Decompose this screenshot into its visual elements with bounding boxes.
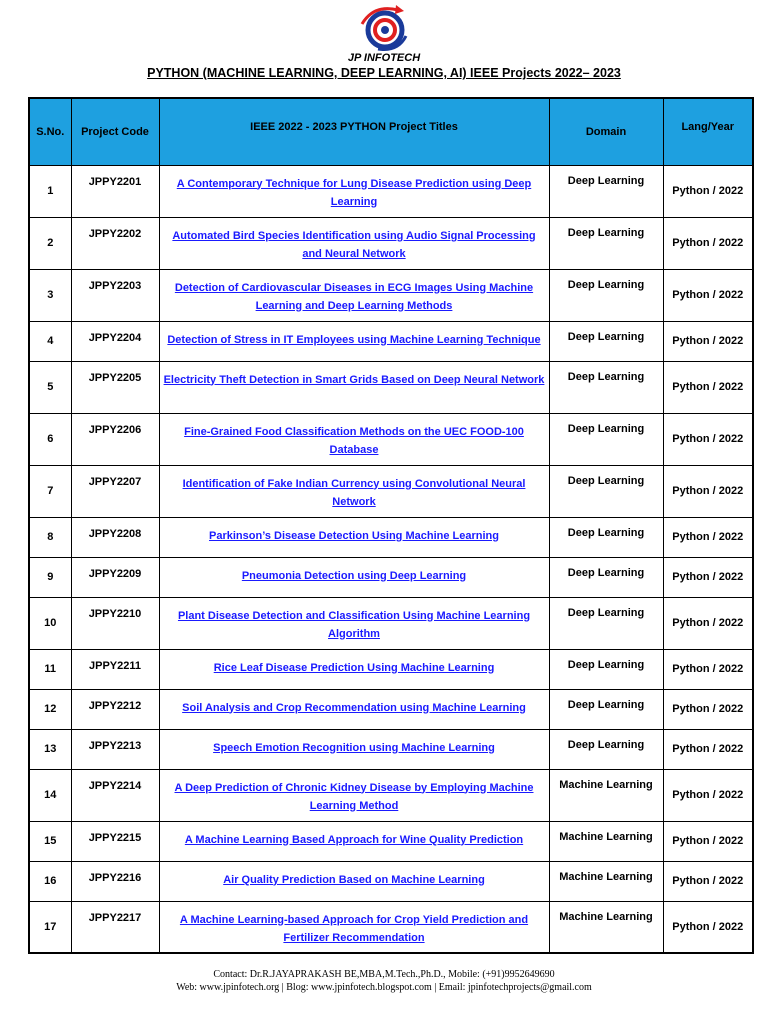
row-project-code: JPPY2215: [71, 821, 159, 861]
row-title-cell: [159, 769, 549, 821]
table-row: [29, 729, 753, 769]
header-lang-year: Lang/Year: [663, 98, 753, 165]
row-title-cell: [159, 321, 549, 361]
row-sno: 2: [29, 217, 71, 269]
header-domain: Domain: [549, 98, 663, 165]
row-title-cell: [159, 465, 549, 517]
row-title-cell: [159, 901, 549, 953]
row-project-code: JPPY2210: [71, 597, 159, 649]
table-row: [29, 321, 753, 361]
row-lang-year: Python / 2022: [663, 689, 753, 729]
row-project-title[interactable]: Fine-Grained Food Classification Methods on the UEC FOOD-100 Database: [184, 425, 524, 456]
row-sno: 17: [29, 901, 71, 953]
row-sno: 3: [29, 269, 71, 321]
row-domain: Deep Learning: [549, 269, 663, 321]
row-project-code: JPPY2212: [71, 689, 159, 729]
row-project-code: JPPY2206: [71, 413, 159, 465]
row-project-code: JPPY2207: [71, 465, 159, 517]
row-project-title[interactable]: A Machine Learning-based Approach for Crop Yield Prediction and Fertilizer Recommendation: [179, 913, 529, 944]
footer: [0, 968, 768, 994]
table-row: [29, 165, 753, 217]
row-sno: 10: [29, 597, 71, 649]
row-domain: Deep Learning: [549, 689, 663, 729]
footer-links: Web: www.jpinfotech.org | Blog: www.jpinfotech.blogspot.com | Email: jpinfotechprojects@gmail.com: [176, 982, 592, 993]
row-project-code: JPPY2203: [71, 269, 159, 321]
row-title-cell: [159, 517, 549, 557]
header-project-code: Project Code: [71, 98, 159, 165]
row-project-code: JPPY2213: [71, 729, 159, 769]
table-row: [29, 465, 753, 517]
footer-contact: Contact: Dr.R.JAYAPRAKASH BE,MBA,M.Tech.,Ph.D., Mobile: (+91)9952649690: [213, 969, 555, 980]
row-title-cell: [159, 557, 549, 597]
row-domain: Deep Learning: [549, 557, 663, 597]
row-lang-year: Python / 2022: [663, 901, 753, 953]
row-lang-year: Python / 2022: [663, 413, 753, 465]
row-domain: Deep Learning: [549, 597, 663, 649]
row-lang-year: Python / 2022: [663, 217, 753, 269]
row-project-title[interactable]: A Machine Learning Based Approach for Wine Quality Prediction: [184, 833, 524, 846]
row-domain: Deep Learning: [549, 413, 663, 465]
row-project-title[interactable]: Soil Analysis and Crop Recommendation using Machine Learning: [182, 701, 526, 714]
row-domain: Machine Learning: [549, 901, 663, 953]
page-title: PYTHON (MACHINE LEARNING, DEEP LEARNING, AI) IEEE Projects 2022– 2023: [147, 66, 621, 80]
row-lang-year: Python / 2022: [663, 729, 753, 769]
row-title-cell: [159, 361, 549, 413]
row-sno: 4: [29, 321, 71, 361]
row-sno: 16: [29, 861, 71, 901]
row-domain: Deep Learning: [549, 217, 663, 269]
jp-infotech-logo-icon: [354, 2, 414, 54]
row-domain: Deep Learning: [549, 361, 663, 413]
row-domain: Deep Learning: [549, 517, 663, 557]
row-domain: Machine Learning: [549, 769, 663, 821]
row-project-code: JPPY2208: [71, 517, 159, 557]
table-row: [29, 269, 753, 321]
row-project-code: JPPY2209: [71, 557, 159, 597]
table-row: [29, 689, 753, 729]
row-domain: Deep Learning: [549, 165, 663, 217]
row-title-cell: [159, 269, 549, 321]
row-title-cell: [159, 165, 549, 217]
row-title-cell: [159, 729, 549, 769]
table-header-row: [29, 98, 753, 165]
row-project-title[interactable]: Rice Leaf Disease Prediction Using Machine Learning: [213, 661, 495, 674]
row-title-cell: [159, 217, 549, 269]
row-title-cell: [159, 649, 549, 689]
row-sno: 13: [29, 729, 71, 769]
row-lang-year: Python / 2022: [663, 649, 753, 689]
row-title-cell: [159, 821, 549, 861]
row-sno: 14: [29, 769, 71, 821]
row-project-title[interactable]: Detection of Stress in IT Employees using Machine Learning Technique: [167, 333, 541, 346]
header-project-titles: IEEE 2022 - 2023 PYTHON Project Titles: [159, 98, 549, 165]
row-title-cell: [159, 861, 549, 901]
row-sno: 7: [29, 465, 71, 517]
brand-name: JP INFOTECH: [347, 52, 421, 64]
row-project-code: JPPY2216: [71, 861, 159, 901]
row-domain: Machine Learning: [549, 861, 663, 901]
row-title-cell: [159, 597, 549, 649]
row-sno: 6: [29, 413, 71, 465]
row-project-code: JPPY2217: [71, 901, 159, 953]
row-project-title[interactable]: A Deep Prediction of Chronic Kidney Disease by Employing Machine Learning Method: [174, 781, 534, 812]
table-row: [29, 413, 753, 465]
row-lang-year: Python / 2022: [663, 597, 753, 649]
row-lang-year: Python / 2022: [663, 517, 753, 557]
row-sno: 8: [29, 517, 71, 557]
row-domain: Machine Learning: [549, 821, 663, 861]
table-row: [29, 861, 753, 901]
row-project-title[interactable]: Automated Bird Species Identification using Audio Signal Processing and Neural Network: [172, 229, 536, 260]
row-title-cell: [159, 689, 549, 729]
table-row: [29, 901, 753, 953]
row-lang-year: Python / 2022: [663, 321, 753, 361]
row-project-code: JPPY2211: [71, 649, 159, 689]
row-project-code: JPPY2204: [71, 321, 159, 361]
row-sno: 12: [29, 689, 71, 729]
row-domain: Deep Learning: [549, 729, 663, 769]
row-sno: 9: [29, 557, 71, 597]
row-lang-year: Python / 2022: [663, 557, 753, 597]
table-row: [29, 217, 753, 269]
row-project-code: JPPY2214: [71, 769, 159, 821]
row-project-title[interactable]: Plant Disease Detection and Classification Using Machine Learning Algorithm: [177, 609, 531, 640]
row-lang-year: Python / 2022: [663, 821, 753, 861]
row-lang-year: Python / 2022: [663, 361, 753, 413]
header-sno: S.No.: [29, 98, 71, 165]
row-project-title[interactable]: Speech Emotion Recognition using Machine Learning: [213, 741, 495, 754]
row-project-code: JPPY2201: [71, 165, 159, 217]
row-domain: Deep Learning: [549, 465, 663, 517]
row-domain: Deep Learning: [549, 321, 663, 361]
row-domain: Deep Learning: [549, 649, 663, 689]
row-project-title[interactable]: Identification of Fake Indian Currency using Convolutional Neural Network: [182, 477, 526, 508]
table-row: [29, 649, 753, 689]
row-title-cell: [159, 413, 549, 465]
row-project-title[interactable]: Pneumonia Detection using Deep Learning: [241, 569, 467, 582]
row-project-title[interactable]: Electricity Theft Detection in Smart Grids Based on Deep Neural Network: [163, 373, 545, 386]
row-project-title[interactable]: A Contemporary Technique for Lung Disease Prediction using Deep Learning: [176, 177, 532, 208]
row-project-title[interactable]: Parkinson’s Disease Detection Using Machine Learning: [209, 529, 499, 542]
table-row: [29, 557, 753, 597]
row-sno: 11: [29, 649, 71, 689]
table-row: [29, 361, 753, 413]
row-lang-year: Python / 2022: [663, 769, 753, 821]
row-sno: 1: [29, 165, 71, 217]
table-row: [29, 517, 753, 557]
row-sno: 5: [29, 361, 71, 413]
table-row: [29, 769, 753, 821]
row-lang-year: Python / 2022: [663, 269, 753, 321]
projects-table: [28, 97, 752, 954]
table-row: [29, 821, 753, 861]
row-lang-year: Python / 2022: [663, 165, 753, 217]
row-sno: 15: [29, 821, 71, 861]
row-project-code: JPPY2205: [71, 361, 159, 413]
table-row: [29, 597, 753, 649]
row-lang-year: Python / 2022: [663, 861, 753, 901]
row-project-title[interactable]: Air Quality Prediction Based on Machine Learning: [223, 873, 485, 886]
row-project-title[interactable]: Detection of Cardiovascular Diseases in ECG Images Using Machine Learning and Deep Learning Methods: [174, 281, 534, 312]
row-lang-year: Python / 2022: [663, 465, 753, 517]
row-project-code: JPPY2202: [71, 217, 159, 269]
